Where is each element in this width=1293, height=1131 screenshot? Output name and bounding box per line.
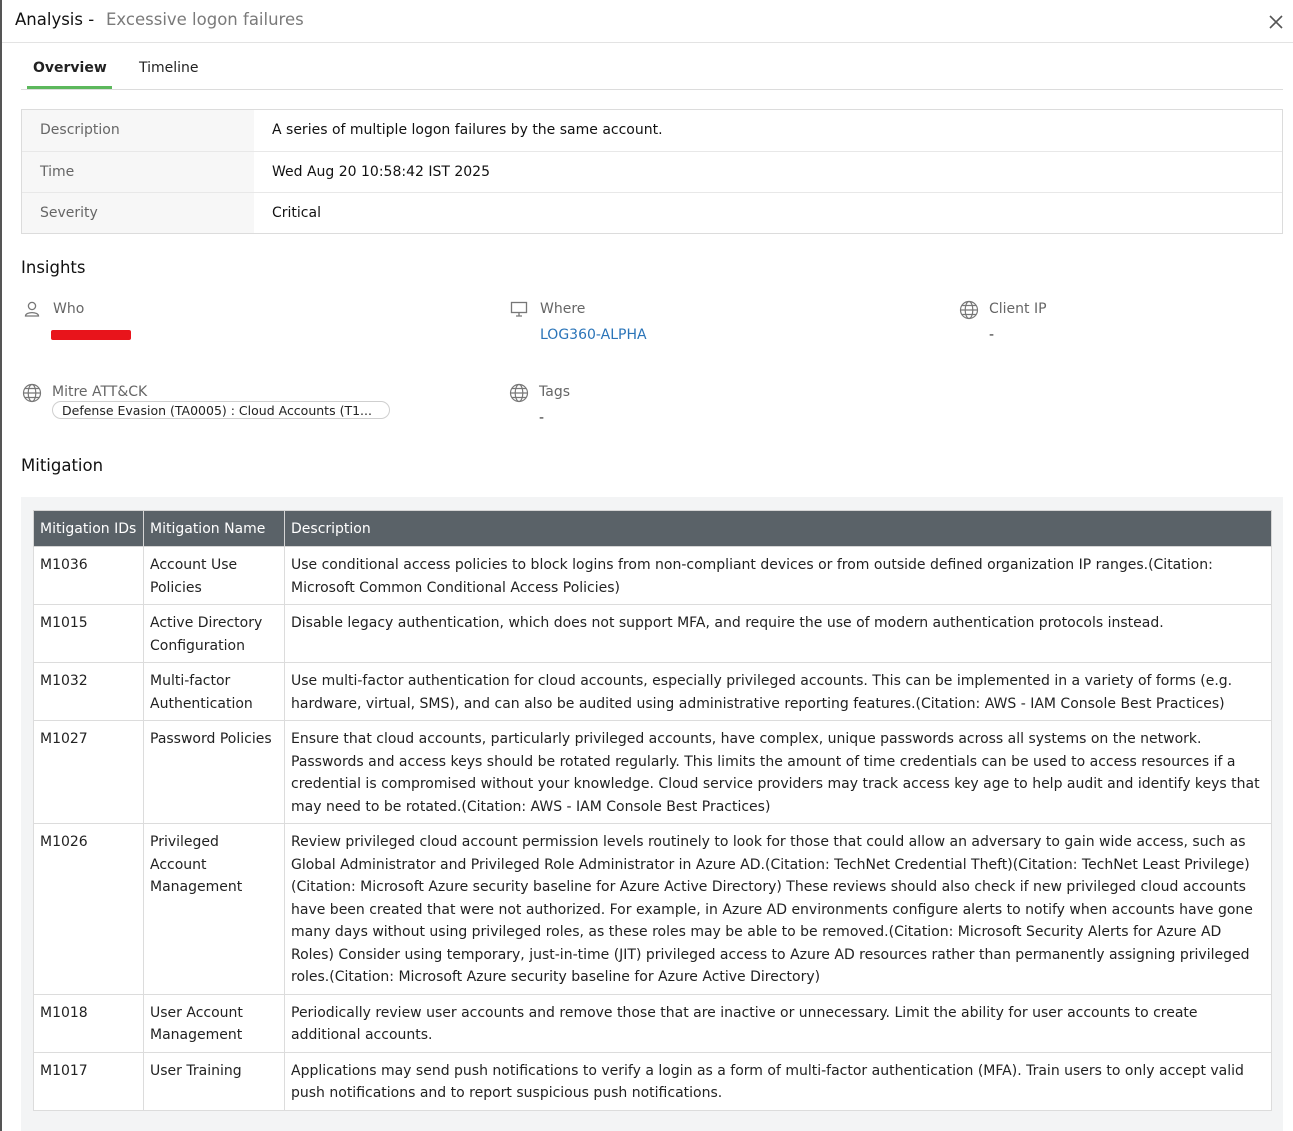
mitigation-panel: [21, 497, 1283, 1131]
details-table: [21, 109, 1283, 234]
mitigation-description: Disable legacy authentication, which does not support MFA, and require the use of modern authentication protocols instead.: [285, 605, 1272, 663]
detail-label: Time: [22, 152, 254, 192]
table-row: [34, 1052, 1272, 1110]
insights-title: Insights: [21, 258, 86, 277]
mitigation-table: [33, 510, 1272, 1111]
active-tab-indicator: [27, 86, 112, 89]
mitigation-description: Use conditional access policies to block logins from non-compliant devices or from outside defined organization IP ranges.(Citation: Microsoft Common Conditional Access Policies): [285, 547, 1272, 605]
mitigation-name: Password Policies: [144, 721, 285, 824]
window-edge: [0, 0, 2, 1131]
mitigation-id: M1017: [34, 1052, 144, 1110]
globe-icon: [22, 383, 40, 401]
user-icon: [23, 300, 41, 318]
monitor-icon: [510, 300, 528, 318]
column-header-name[interactable]: Mitigation Name: [144, 511, 285, 547]
mitigation-name: Active Directory Configuration: [144, 605, 285, 663]
insight-label: Tags: [539, 384, 570, 400]
insight-label: Mitre ATT&CK: [52, 384, 148, 400]
tab-timeline[interactable]: Timeline: [139, 60, 199, 76]
mitigation-description: Review privileged cloud account permission levels routinely to look for those that could allow an adversary to gain wide access, such as Global Administrator and Privileged Role Administrator in Azure AD.(Citation: TechNet Credential Theft)(Citation: TechNet Least Privilege)(Citation: Microsoft Azure security baseline for Azure Active Directory) These reviews should also check if new privileged cloud accounts have been created that were not authorized. For example, in Azure AD environments configure alerts to notify when accounts have gone many days without using privileged roles, as these roles may be able to be removed.(Citation: Microsoft Security Alerts for Azure AD Roles) Consider using temporary, just-in-time (JIT) privileged access to Azure AD resources rather than permanently assigning privileged roles.(Citation: Microsoft Azure security baseline for Azure Active Directory): [285, 824, 1272, 995]
redaction-mark: [51, 330, 131, 340]
panel-title: Analysis -: [15, 10, 95, 29]
table-row: [34, 994, 1272, 1052]
table-row: [34, 824, 1272, 995]
mitigation-title: Mitigation: [21, 456, 104, 475]
mitigation-id: M1036: [34, 547, 144, 605]
detail-row-severity: [22, 192, 1282, 233]
table-row: [34, 605, 1272, 663]
mitigation-id: M1032: [34, 663, 144, 721]
mitre-technique-chip[interactable]: Defense Evasion (TA0005) : Cloud Accounts (T1...: [52, 401, 390, 419]
close-icon[interactable]: [1265, 11, 1287, 33]
mitigation-id: M1018: [34, 994, 144, 1052]
mitigation-description: Use multi-factor authentication for cloud accounts, especially privileged accounts. This can be implemented in a variety of forms (e.g. hardware, virtual, SMS), and can also be audited using administrative reporting features.(Citation: AWS - IAM Console Best Practices): [285, 663, 1272, 721]
mitigation-name: User Training: [144, 1052, 285, 1110]
insight-value: -: [989, 327, 995, 343]
mitigation-description: Ensure that cloud accounts, particularly privileged accounts, have complex, unique passwords across all systems on the network. Passwords and access keys should be rotated regularly. This limits the amount of time credentials can be used to access resources if a credential is compromised without your knowledge. Cloud service providers may track access key age to help audit and identify keys that may need to be rotated.(Citation: AWS - IAM Console Best Practices): [285, 721, 1272, 824]
insight-label: Client IP: [989, 301, 1047, 317]
detail-row-description: [22, 110, 1282, 151]
detail-label: Severity: [22, 193, 254, 233]
mitigation-description: Periodically review user accounts and remove those that are inactive or unnecessary. Limit the ability for user accounts to create additional accounts.: [285, 994, 1272, 1052]
insight-value: -: [539, 410, 545, 426]
column-header-ids[interactable]: Mitigation IDs: [34, 511, 144, 547]
panel-subtitle: Excessive logon failures: [106, 10, 304, 29]
table-row: [34, 547, 1272, 605]
mitigation-id: M1026: [34, 824, 144, 995]
panel-header: [2, 0, 1293, 43]
globe-icon: [509, 383, 527, 401]
detail-label: Description: [22, 110, 254, 151]
mitigation-id: M1027: [34, 721, 144, 824]
detail-row-time: [22, 151, 1282, 192]
detail-value: Wed Aug 20 10:58:42 IST 2025: [272, 164, 490, 180]
detail-value: A series of multiple logon failures by the same account.: [272, 122, 663, 138]
column-header-description[interactable]: Description: [285, 511, 1272, 547]
mitigation-id: M1015: [34, 605, 144, 663]
mitigation-name: Privileged Account Management: [144, 824, 285, 995]
mitigation-description: Applications may send push notifications to verify a login as a form of multi-factor authentication (MFA). Train users to only accept valid push notifications and to report suspicious push notifications.: [285, 1052, 1272, 1110]
table-row: [34, 721, 1272, 824]
table-header-row: [34, 511, 1272, 547]
insight-label: Who: [53, 301, 85, 317]
insight-label: Where: [540, 301, 586, 317]
tab-overview[interactable]: Overview: [33, 60, 107, 76]
mitigation-name: User Account Management: [144, 994, 285, 1052]
tab-bar: [21, 50, 1283, 90]
host-link[interactable]: LOG360-ALPHA: [540, 327, 647, 343]
mitigation-name: Multi-factor Authentication: [144, 663, 285, 721]
detail-value: Critical: [272, 205, 321, 221]
mitigation-name: Account Use Policies: [144, 547, 285, 605]
table-row: [34, 663, 1272, 721]
globe-icon: [959, 300, 977, 318]
